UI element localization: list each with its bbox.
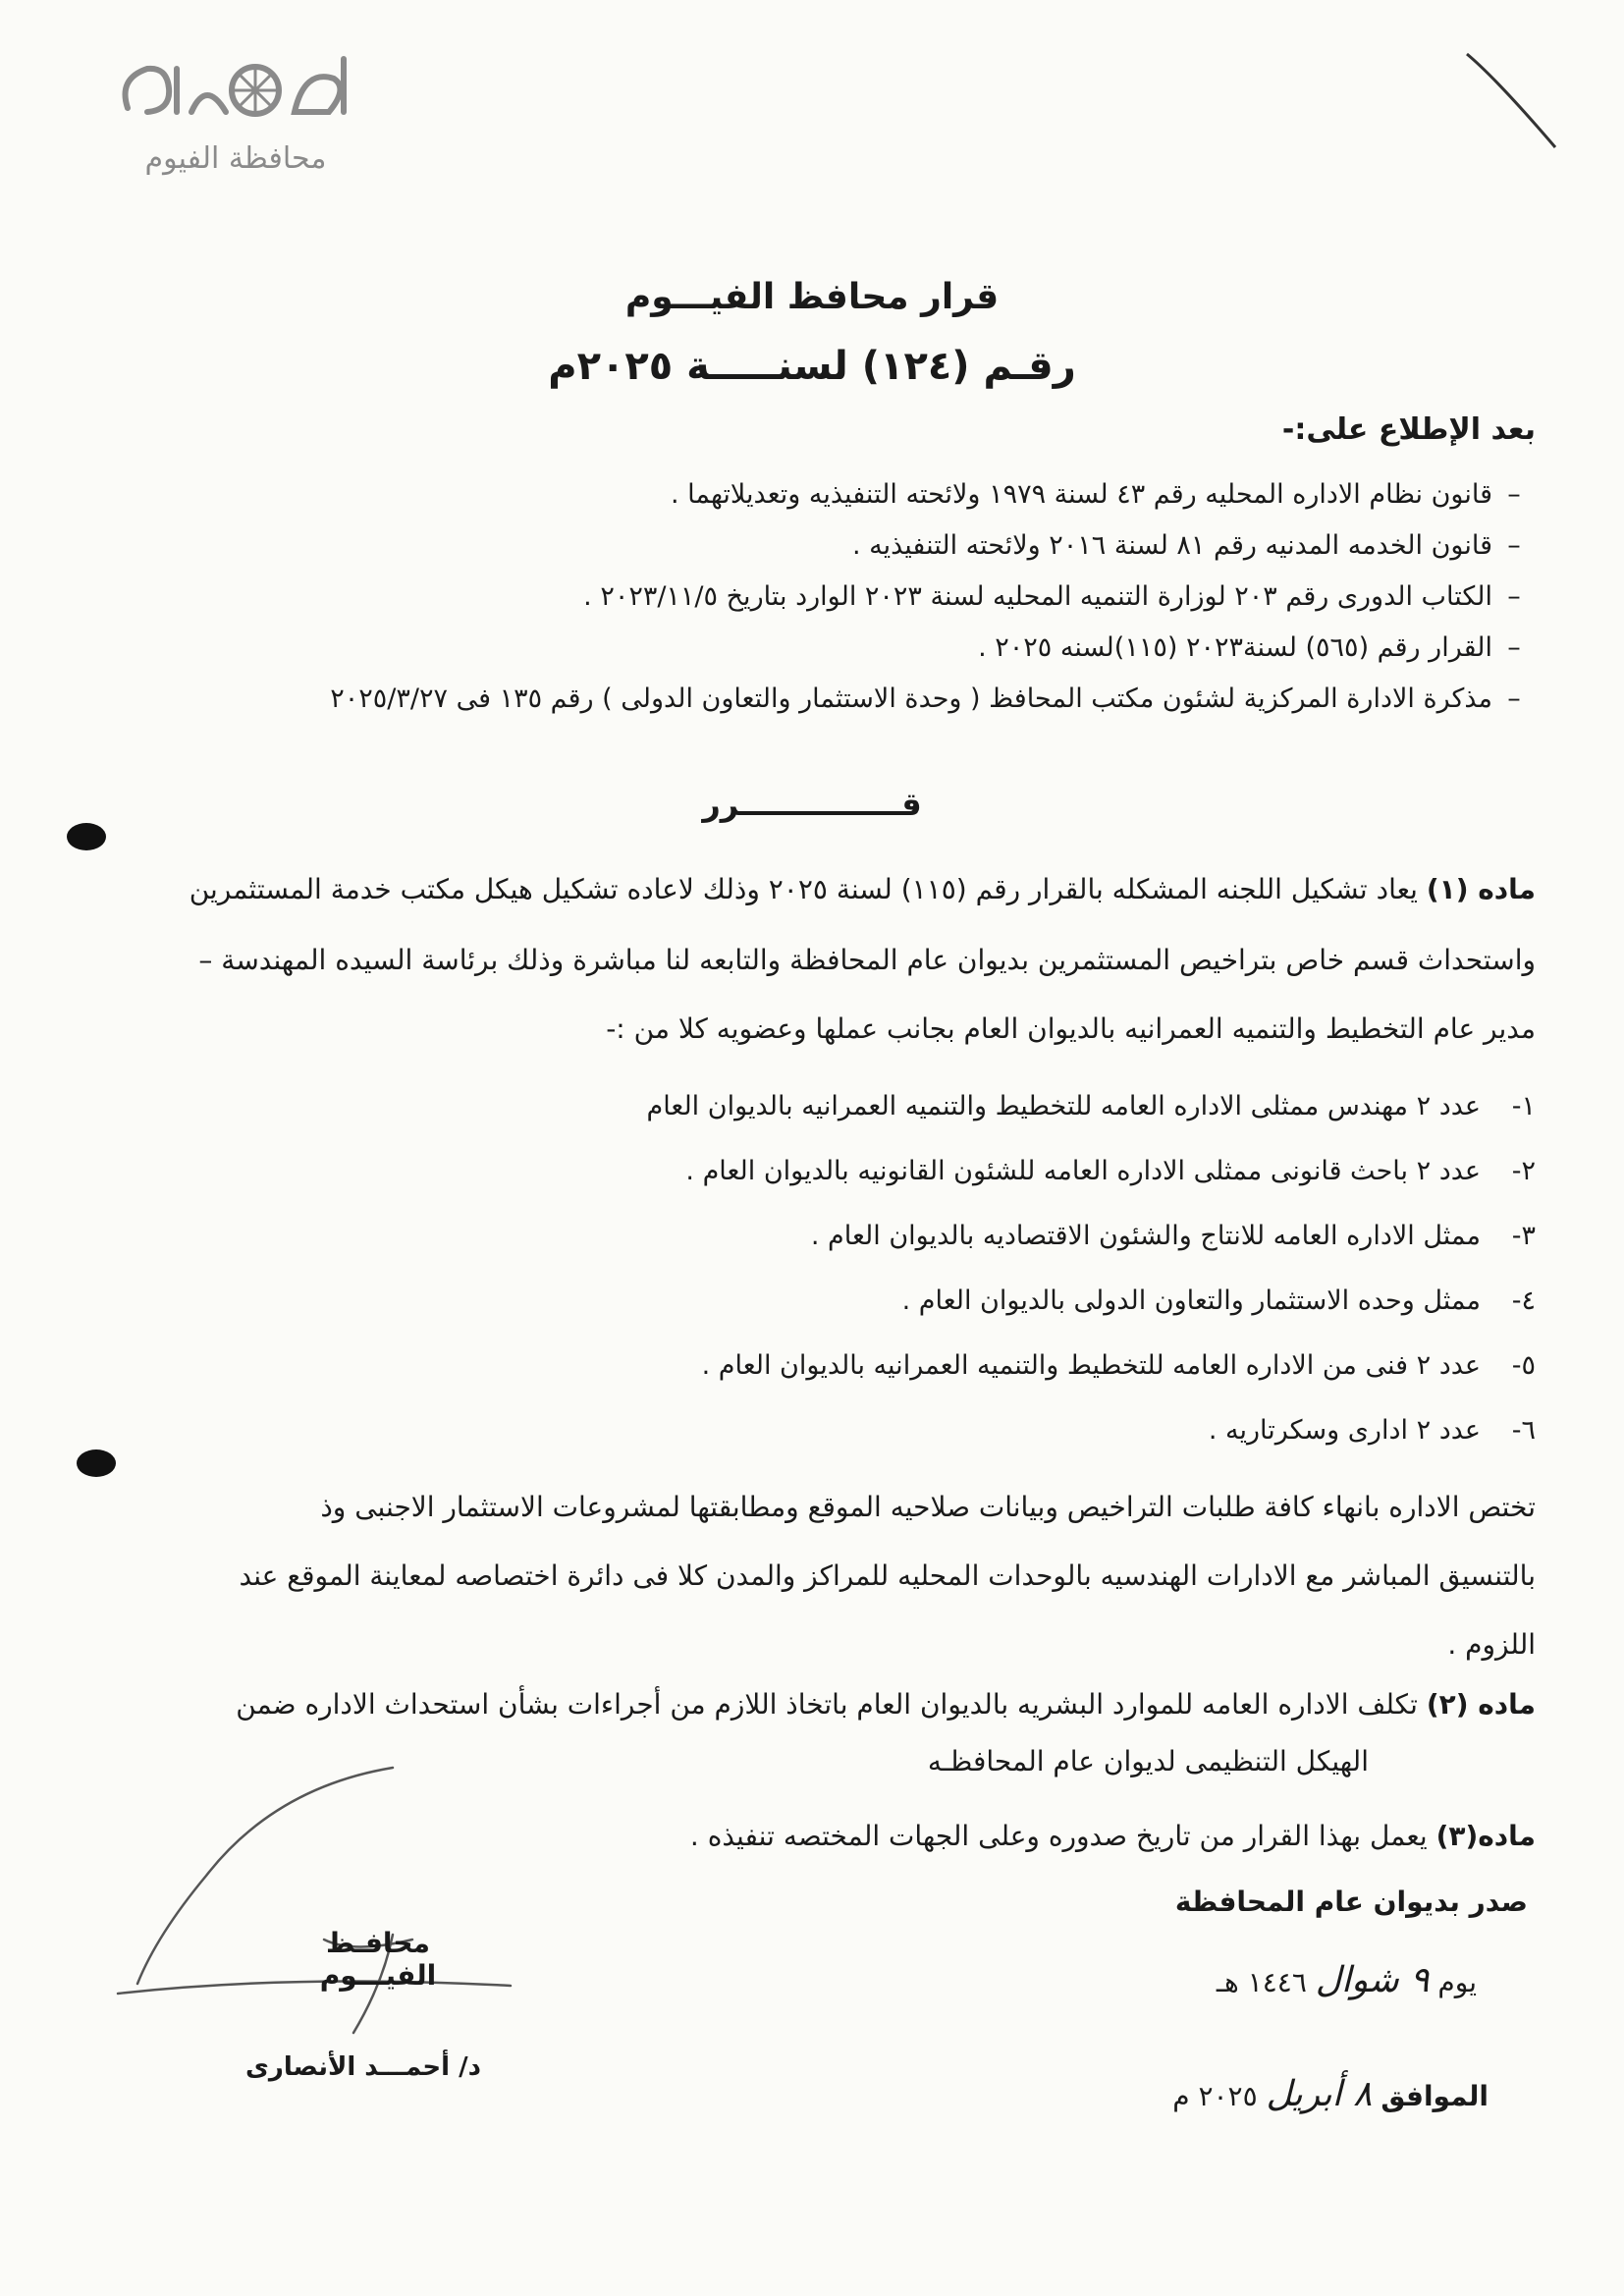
reference-item: –قانون الخدمه المدنيه رقم ٨١ لسنة ٢٠١٦ ولائحته التنفيذيه . [851, 530, 1521, 561]
handwritten-hijri-day: ٩ شوال [1315, 1960, 1430, 2000]
fayoum-logo [108, 39, 363, 196]
governor-title: محافـظ الفيـــوم [319, 1927, 437, 1992]
reference-item: –مذكرة الادارة المركزية لشئون مكتب المحافظ ( وحدة الاستثمار والتعاون الدولى ) رقم ١٣٥ فى ٢٠٢٥/٣/٢٧ [330, 683, 1521, 714]
article2-label: ماده (٢) [1426, 1688, 1536, 1721]
reference-item: –الكتاب الدورى رقم ٢٠٣ لوزارة التنميه المحليه لسنة ٢٠٢٣ الوارد بتاريخ ٢٠٢٣/١١/٥ . [583, 581, 1521, 612]
member-item: ٢-عدد ٢ باحث قانونى ممثلى الاداره العامه للشئون القانونيه بالديوان العام . [685, 1156, 1536, 1186]
article1-line2: واستحداث قسم خاص بتراخيص المستثمرين بديوان عام المحافظة والتابعه لنا مباشرة وذلك برئاسة السيده المهندسة – [198, 944, 1536, 976]
governor-name: د/ أحمـــد الأنصارى [245, 2052, 481, 2082]
article1-line3: مدير عام التخطيط والتنميه العمرانيه بالديوان العام بجانب عملها وعضويه كلا من :- [606, 1012, 1536, 1045]
member-item: ١-عدد ٢ مهندس ممثلى الاداره العامه للتخطيط والتنميه العمرانيه بالديوان العام [646, 1091, 1536, 1121]
decree-number: رقـم (١٢٤) لسنـــــة ٢٠٢٥م [548, 344, 1076, 389]
reference-item: –قانون نظام الاداره المحليه رقم ٤٣ لسنة ١٩٧٩ ولائحته التنفيذيه وتعديلاتهما . [670, 479, 1521, 510]
governor-signature [98, 1728, 609, 2043]
hijri-date: يوم ٩ شوال ١٤٤٦ هـ [1216, 1960, 1477, 2000]
issued-at: صدر بديوان عام المحافظة [1174, 1886, 1528, 1918]
decree-title: قرار محافظ الفيـــوم [624, 277, 1000, 317]
ink-blot [67, 823, 106, 850]
duties-line3: اللزوم . [1447, 1628, 1536, 1661]
article3-text: يعمل بهذا القرار من تاريخ صدوره وعلى الجهات المختصه تنفيذه . [689, 1820, 1436, 1852]
article2-line1 [82, 1687, 1536, 1722]
committee-members-list [82, 1074, 1536, 1463]
logo-caption: محافظة الفيوم [144, 141, 327, 176]
article1-label: ماده (١) [1426, 873, 1536, 905]
article1-text: يعاد تشكيل اللجنه المشكله بالقرار رقم (١١٥) لسنة ٢٠٢٥ وذلك لاعاده تشكيل هيكل مكتب خدمة المستثمرين [189, 873, 1427, 905]
member-item: ٦-عدد ٢ ادارى وسكرتاريه . [1208, 1415, 1536, 1446]
duties-line1: تختص الاداره بانهاء كافة طلبات التراخيص وبيانات صلاحيه الموقع ومطابقتها لمشروعات الاستثمار الاجنبى وذ [320, 1491, 1536, 1523]
references-list [63, 469, 1536, 725]
intro-heading: بعد الإطلاع على:- [1281, 412, 1536, 447]
decision-heading: قـــــــــــــــرر [702, 786, 922, 823]
member-item: ٤-ممثل وحده الاستثمار والتعاون الدولى بالديوان العام . [901, 1285, 1536, 1316]
article2-line2: الهيكل التنظيمى لديوان عام المحافظـه [927, 1745, 1369, 1777]
corner-stroke-mark [1457, 49, 1565, 157]
member-item: ٥-عدد ٢ فنى من الاداره العامه للتخطيط والتنميه العمرانيه بالديوان العام . [701, 1350, 1536, 1381]
article3-label: ماده(٣) [1435, 1820, 1536, 1852]
reference-item: –القرار رقم (٥٦٥) لسنة٢٠٢٣ (١١٥)لسنه ٢٠٢٥ . [978, 632, 1521, 663]
gregorian-date: الموافق ٨ أبريل ٢٠٢٥ م [1172, 2074, 1489, 2114]
article2-text: تكلف الاداره العامه للموارد البشريه بالديوان العام باتخاذ اللازم من أجراءات بشأن استحداث الاداره ضمن [236, 1688, 1427, 1721]
waterwheel-logo-icon [108, 39, 363, 147]
article1-line1 [82, 872, 1536, 907]
handwritten-gregorian-day: ٨ أبريل [1266, 2074, 1373, 2114]
duties-line2: بالتنسيق المباشر مع الادارات الهندسيه بالوحدات المحليه للمراكز والمدن كلا فى دائرة اختصاصه لمعاينة الموقع عند [239, 1559, 1536, 1592]
member-item: ٣-ممثل الاداره العامه للانتاج والشئون الاقتصاديه بالديوان العام . [810, 1221, 1536, 1251]
